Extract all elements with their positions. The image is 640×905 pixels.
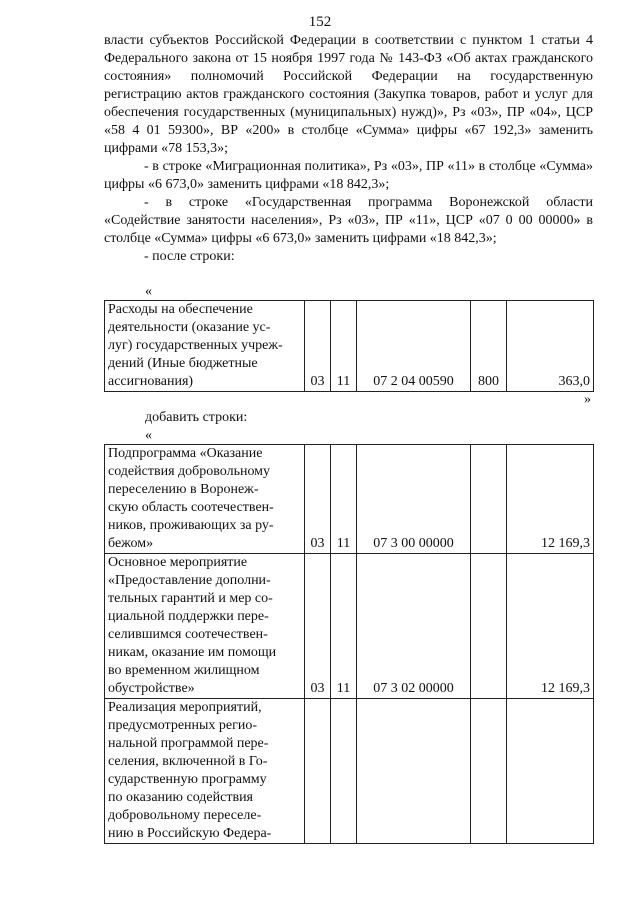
sum-cell: 12 169,3 — [507, 445, 594, 554]
vr-cell — [471, 445, 507, 554]
vr-cell — [471, 554, 507, 699]
amendment-text — [104, 32, 593, 266]
rz-cell: 03 — [305, 554, 331, 699]
page-number: 152 — [308, 14, 332, 30]
table-row — [105, 554, 594, 699]
sum-cell: 363,0 — [507, 301, 594, 392]
paragraph-3: - в строке «Государственная программа Воронежской области «Содействие занятости населения», Рз «03», ПР «11», ЦСР «07 0 00 00000» в столбце «Сумма» цифры «6 673,0» заменить цифрами «18 842,3»; — [104, 195, 593, 246]
rz-cell: 03 — [305, 445, 331, 554]
paragraph-2: - в строке «Миграционная политика», Рз «03», ПР «11» в столбце «Сумма» цифры «6 673,0» заменить цифрами «18 842,3»; — [104, 159, 593, 192]
paragraph-1: власти субъектов Российской Федерации в соответствии с пунктом 1 статьи 4 Федерального закона от 15 ноября 1997 года № 143-ФЗ «Об актах гражданского состояния» полномочий Российской Федерации на государственную регистрацию актов гражданского состояния (Закупка товаров, работ и услуг для обеспечения государственных (муниципальных) нужд)», Рз «03», ПР «04», ЦСР «58 4 01 59300», ВР «200» в столбце «Сумма» цифры «67 192,3» заменить цифрами «78 153,3»; — [104, 33, 593, 156]
table-row — [105, 301, 594, 392]
row-name-cell: Основное мероприятие «Предоставление дополни- тельных гарантий и мер со- циальной поддержки пере- селившимся соотечествен- никам, оказание им помощи во временном жилищном обустройстве» — [105, 554, 305, 699]
open-quote-1: « — [145, 284, 152, 299]
row-name-cell: Подпрограмма «Оказание содействия добровольному переселению в Воронеж- скую область соотечествен- ников, проживающих за ру- бежом» — [105, 445, 305, 554]
pr-cell: 11 — [331, 554, 357, 699]
add-rows-label: добавить строки: — [145, 410, 248, 425]
pr-cell — [331, 699, 357, 844]
paragraph-4: - после строки: — [144, 249, 235, 264]
pr-cell: 11 — [331, 301, 357, 392]
sum-cell — [507, 699, 594, 844]
rz-cell: 03 — [305, 301, 331, 392]
pr-cell: 11 — [331, 445, 357, 554]
row-name-cell: Расходы на обеспечение деятельности (оказание ус- луг) государственных учреж- дений (Иные бюджетные ассигнования) — [105, 301, 305, 392]
close-quote-1: » — [584, 392, 591, 407]
csr-cell: 07 2 04 00590 — [357, 301, 471, 392]
vr-cell: 800 — [471, 301, 507, 392]
csr-cell: 07 3 00 00000 — [357, 445, 471, 554]
table-added-rows — [104, 444, 594, 844]
csr-cell — [357, 699, 471, 844]
table-row — [105, 445, 594, 554]
rz-cell — [305, 699, 331, 844]
sum-cell: 12 169,3 — [507, 554, 594, 699]
open-quote-2: « — [145, 428, 152, 443]
vr-cell — [471, 699, 507, 844]
table-original-row — [104, 300, 594, 392]
row-name-cell: Реализация мероприятий, предусмотренных регио- нальной программой пере- селения, включенной в Го- сударственную программу по оказанию содействия добровольному переселе- нию в Российскую Федера- — [105, 699, 305, 844]
csr-cell: 07 3 02 00000 — [357, 554, 471, 699]
table-row — [105, 699, 594, 844]
